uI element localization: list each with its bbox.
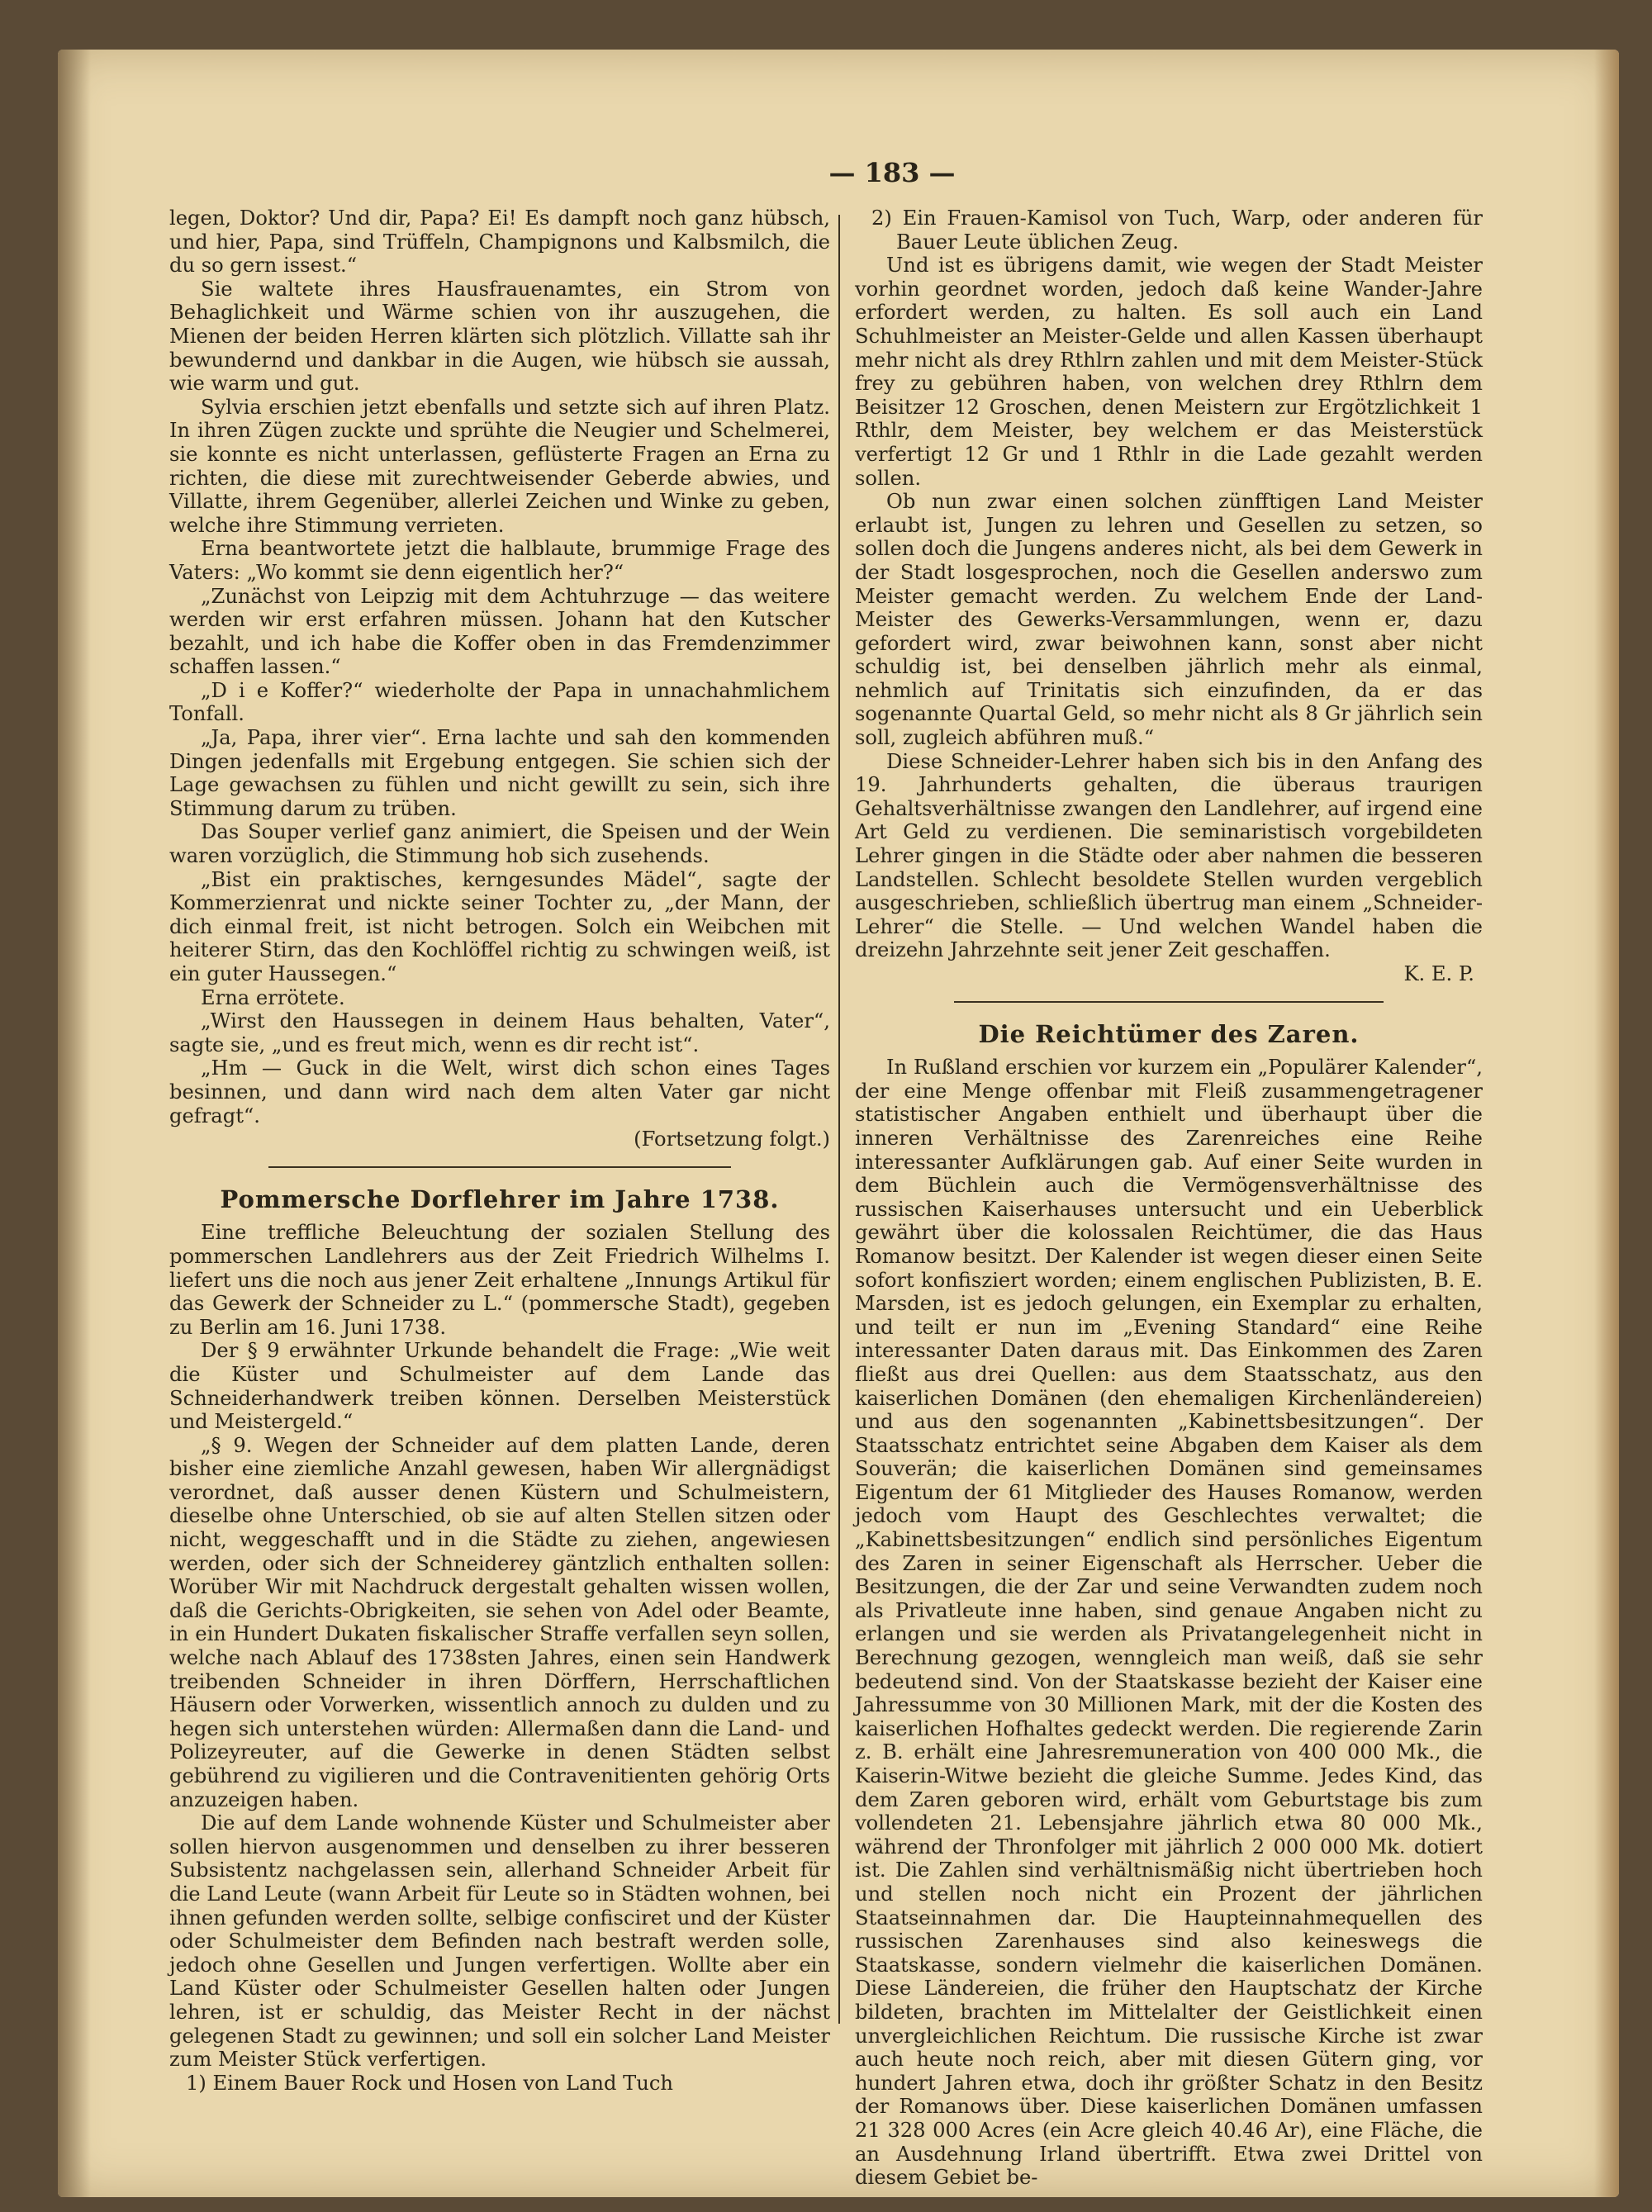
column-divider <box>838 215 840 2024</box>
book-gutter-shadow <box>58 50 91 2197</box>
right-column <box>855 206 1483 2190</box>
list-item: 2) Ein Frauen-Kamisol von Tuch, Warp, oder anderen für Bauer Leute üblichen Zeug. <box>871 206 1483 254</box>
article-title: Die Reichtümer des Zaren. <box>978 1019 1360 1048</box>
article-paragraph: Diese Schneider-Lehrer haben sich bis in den Anfang des 19. Jahrhunderts gehalten, die überaus traurigen Gehaltsverhältnisse zwangen den Landlehrer, auf irgend eine Art Geld zu verdienen. Die seminaristisch vorgebildeten Lehrer gingen in die Städte oder aber nahmen die besseren Landstellen. Schlecht besoldete Stellen wurden vergeblich ausgeschrieben, schließlich übertrug man einem „Schneider-Lehrer“ die Stelle. — Und welchen Wandel haben die dreizehn Jahrzehnte seit jener Zeit geschaffen. <box>855 749 1483 962</box>
story-paragraph: Erna beantwortete jetzt die halblaute, brummige Frage des Vaters: „Wo kommt sie denn eigentlich her?“ <box>169 537 830 584</box>
story-paragraph: Sylvia erschien jetzt ebenfalls und setzte sich auf ihren Platz. In ihren Zügen zuckte und sprühte die Neugier und Schelmerei, sie konnte es nicht unterlassen, geflüsterte Fragen an Erna zu richten, die diese mit zurechtweisender Geberde abwies, und Villatte, ihrem Gegenüber, allerlei Zeichen und Winke zu geben, welche ihre Stimmung verrieten. <box>169 395 830 537</box>
article-paragraph: Der § 9 erwähnter Urkunde behandelt die Frage: „Wie weit die Küster und Schulmeister auf dem Lande das Schneiderhandwerk treiben können. Derselben Meisterstück und Meistergeld.“ <box>169 1339 830 1434</box>
left-column <box>169 206 830 2095</box>
article-paragraph: Und ist es übrigens damit, wie wegen der Stadt Meister vorhin geordnet worden, jedoch daß keine Wander-Jahre erfordert werden, zu halten. Es soll auch ein Land Schuhlmeister an Meister-Gelde und allen Kassen überhaupt mehr nicht als drey Rthlrn zahlen und mit dem Meister-Stück frey zu gebühren haben, von welchen drey Rthlrn dem Beisitzer 12 Groschen, denen Meistern zur Ergötzlichkeit 1 Rthlr, dem Meister, bey welchem er das Meisterstück verfertigt 12 Gr und 1 Rthlr in die Lade gezahlt werden sollen. <box>855 254 1483 490</box>
author-signature: K. E. P. <box>1403 962 1474 985</box>
story-paragraph: „Ja, Papa, ihrer vier“. Erna lachte und sah den kommenden Dingen jedenfalls mit Ergebung entgegen. Sie schien sich der Lage gewachsen zu fühlen und nicht gewillt zu sein, sich ihre Stimmung darum zu trüben. <box>169 726 830 820</box>
article-paragraph: Eine treffliche Beleuchtung der sozialen Stellung des pommerschen Landlehrers aus der Zeit Friedrich Wilhelms I. liefert uns die noch aus jener Zeit erhaltene „Innungs Artikul für das Gewerk der Schneider zu L.“ (pommersche Stadt), gegeben zu Berlin am 16. Juni 1738. <box>169 1221 830 1339</box>
article-paragraph: Die auf dem Lande wohnende Küster und Schulmeister aber sollen hiervon ausgenommen und denselben zu ihrer besseren Subsistentz nachgelassen sein, allerhand Schneider Arbeit für die Land Leute (wann Arbeit für Leute so in Städten wohnen, bei ihnen gefunden werden sollte, selbige confisciret und der Küster oder Schulmeister dem Befinden nach bestraft werden solle, jedoch ohne Gesellen und Jungen verfertigen. Wollte aber ein Land Küster oder Schulmeister Gesellen halten oder Jungen lehren, ist er schuldig, das Meister Recht in der nächst gelegenen Stadt zu gewinnen; und soll ein solcher Land Meister zum Meister Stück verfertigen. <box>169 1811 830 2072</box>
section-rule <box>954 1001 1384 1003</box>
page-number: — 183 — <box>828 157 956 188</box>
story-paragraph: Erna errötete. <box>201 985 345 1009</box>
article-title: Pommersche Dorflehrer im Jahre 1738. <box>220 1184 780 1213</box>
story-paragraph: „Hm — Guck in die Welt, wirst dich schon eines Tages besinnen, und dann wird nach dem alten Vater gar nicht gefragt“. <box>169 1056 830 1127</box>
page-edge-shadow <box>1594 50 1619 2197</box>
newspaper-page <box>58 50 1619 2197</box>
article-paragraph: „§ 9. Wegen der Schneider auf dem platten Lande, deren bisher eine ziemliche Anzahl gewesen, haben Wir allergnädigst verordnet, daß ausser denen Küstern und Schulmeistern, dieselbe ohne Unterschied, ob sie auf alten Stellen sitzen oder nicht, weggeschafft und in die Städte zu ziehen, angewiesen werden, oder sich der Schneiderey gäntzlich enthalten sollen: Worüber Wir mit Nachdruck dergestalt gehalten wissen wollen, daß die Gerichts-Obrigkeiten, sie sehen von Adel oder Beamte, in ein Hundert Dukaten fiskalischer Straffe verfallen seyn sollen, welche nach Ablauf des 1738sten Jahres, einen sein Handwerk treibenden Schneider in ihren Dörffern, Herrschaftlichen Häusern oder Vorwerken, wissentlich annoch zu dulden und zu hegen sich unterstehen würden: Allermaßen dann die Land- und Polizeyreuter, auf die Gewerke in denen Städten selbst gebührend zu vigilieren und die Contravenitienten gehörig Orts anzuzeigen haben. <box>169 1433 830 1811</box>
story-paragraph: „Zunächst von Leipzig mit dem Achtuhrzuge — das weitere werden wir erst erfahren müssen. Johann hat den Kutscher bezahlt, und ich habe die Koffer oben in das Fremdenzimmer schaffen lassen.“ <box>169 584 830 679</box>
story-paragraph: „Wirst den Haussegen in deinem Haus behalten, Vater“, sagte sie, „und es freut mich, wenn es dir recht ist“. <box>169 1009 830 1056</box>
story-paragraph: Das Souper verlief ganz animiert, die Speisen und der Wein waren vorzüglich, die Stimmung hob sich zusehends. <box>169 820 830 868</box>
story-paragraph: Sie waltete ihres Hausfrauenamtes, ein Strom von Behaglichkeit und Wärme schien von ihr auszugehen, die Mienen der beiden Herren klärten sich plötzlich. Villatte sah ihr bewundernd und dankbar in die Augen, wie hübsch sie aussah, wie warm und gut. <box>169 277 830 396</box>
list-item: 1) Einem Bauer Rock und Hosen von Land Tuch <box>186 2071 673 2095</box>
continuation-note: (Fortsetzung folgt.) <box>634 1127 830 1151</box>
section-rule <box>268 1166 731 1168</box>
story-paragraph: legen, Doktor? Und dir, Papa? Ei! Es dampft noch ganz hübsch, und hier, Papa, sind Trüffeln, Champignons und Kalbsmilch, die du so gern issest.“ <box>169 206 830 278</box>
article-paragraph: In Rußland erschien vor kurzem ein „Populärer Kalender“, der eine Menge offenbar mit Fleiß zusammengetragener statistischer Angaben enthielt und überhaupt über die inneren Verhältnisse des Zarenreiches eine Reihe interessanter Aufklärungen gab. Auf einer Seite wurden in dem Büchlein auch die Vermögensverhältnisse des russischen Kaiserhauses untersucht und ein Ueberblick gewährt über die kolossalen Reichtümer, die das Haus Romanow besitzt. Der Kalender ist wegen dieser einen Seite sofort konfisziert worden; einem englischen Publizisten, B. E. Marsden, ist es jedoch gelungen, ein Exemplar zu erhalten, und teilt er nun im „Evening Standard“ eine Reihe interessanter Daten daraus mit. Das Einkommen des Zaren fließt aus drei Quellen: aus dem Staatsschatz, aus den kaiserlichen Domänen (den ehemaligen Kirchenländereien) und aus den sogenannten „Kabinettsbesitzungen“. Der Staatsschatz entrichtet seine Abgaben dem Kaiser als dem Souverän; die kaiserlichen Domänen sind gemeinsames Eigentum der 61 Mitglieder des Hauses Romanow, werden jedoch vom Haupt des Geschlechtes verwaltet; die „Kabinettsbesitzungen“ endlich sind persönliches Eigentum des Zaren in seiner Eigenschaft als Herrscher. Ueber die Besitzungen, die der Zar und seine Verwandten zudem noch als Privatleute inne haben, sind genaue Angaben nicht zu erlangen und sie werden als Privatangelegenheit nicht in Berechnung gezogen, wenngleich man weiß, daß sie sehr bedeutend sind. Von der Staatskasse bezieht der Kaiser eine Jahressumme von 30 Millionen Mark, mit der die Kosten des kaiserlichen Hofhaltes gedeckt werden. Die regierende Zarin z. B. erhält eine Jahresremuneration von 400 000 Mk., die Kaiserin-Witwe bezieht die gleiche Summe. Jedes Kind, das dem Zaren geboren wird, erhält vom Geburtstage bis zum vollendeten 21. Lebensjahre jährlich etwa 80 000 Mk., während der Thronfolger mit jährlich 2 000 000 Mk. dotiert ist. Die Zahlen sind verhältnismäßig nicht übertrieben hoch und stellen noch nicht ein Prozent der jährlichen Staatseinnahmen dar. Die Haupteinnahmequellen des russischen Zarenhauses sind also keineswegs die Staatskasse, sondern vielmehr die kaiserlichen Domänen. Diese Ländereien, die früher den Hauptschatz der Kirche bildeten, brachten im Mittelalter der Geistlichkeit einen unvergleichlichen Reichtum. Die russische Kirche ist zwar auch heute noch reich, aber mit diesen Gütern ging, vor hundert Jahren etwa, doch ihr größter Schatz in den Besitz der Romanows über. Diese kaiserlichen Domänen umfassen 21 328 000 Acres (ein Acre gleich 40.46 Ar), eine Fläche, die an Ausdehnung Irland übertrifft. Etwa zwei Drittel von diesem Gebiet be- <box>855 1056 1483 2190</box>
story-paragraph: „D i e Koffer?“ wiederholte der Papa in unnachahmlichem Tonfall. <box>169 678 830 726</box>
article-paragraph: Ob nun zwar einen solchen zünfftigen Land Meister erlaubt ist, Jungen zu lehren und Gesellen zu setzen, so sollen doch die Jungens anderes nicht, als bei dem Gewerk in der Stadt losgesprochen, noch die Gesellen anderswo zum Meister gemacht werden. Zu welchem Ende der Land-Meister des Gewerks-Versammlungen, wenn er, dazu gefordert wird, zwar beiwohnen kann, sonst aber nicht schuldig ist, bei denselben jährlich mehr als einmal, nehmlich auf Trinitatis sich einzufinden, da er das sogenannte Quartal Geld, so mehr nicht als 8 Gr jährlich sein soll, zugleich abführen muß.“ <box>855 490 1483 750</box>
story-paragraph: „Bist ein praktisches, kerngesundes Mädel“, sagte der Kommerzienrat und nickte seiner Tochter zu, „der Mann, der dich einmal freit, ist nicht betrogen. Solch ein Weibchen mit heiterer Stirn, das den Kochlöffel richtig zu schwingen weiß, ist ein guter Haussegen.“ <box>169 867 830 985</box>
